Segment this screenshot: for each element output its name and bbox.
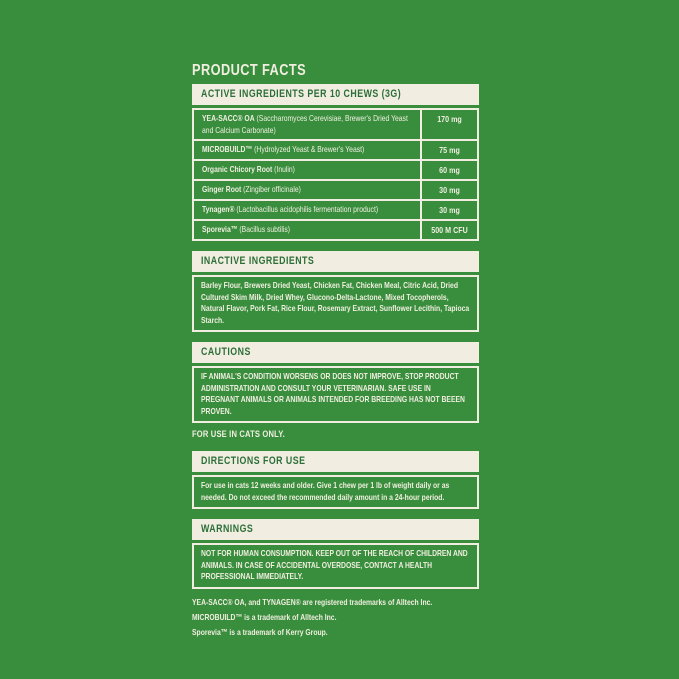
table-row [194, 219, 477, 239]
cautions-header [192, 342, 479, 363]
ingredient-name: Organic Chicory Root [202, 164, 273, 174]
ingredient-name: Tynagen® [202, 204, 235, 214]
trademark-line [192, 625, 479, 640]
ingredient-name: Ginger Root [202, 184, 242, 194]
inactive-ingredients-text: Barley Flour, Brewers Dried Yeast, Chicken Fat, Chicken Meal, Citric Acid, Dried Cultured Skim Milk, Dried Whey, Glucono-Delta-Lactone, Mixed Tocopherols, Natural Flavor, Pork Fat, Rice Flour, Rosemary Extract, Sunflower Lecithin, Tapioca Starch. [201, 280, 470, 325]
directions-header-label: DIRECTIONS FOR USE [201, 455, 306, 467]
ingredient-detail: (Inulin) [272, 164, 295, 174]
ingredient-detail: (Lactobacillus acidophilis fermentation product) [234, 204, 379, 214]
cats-only-note-text: FOR USE IN CATS ONLY. [192, 429, 285, 440]
product-facts-label [192, 62, 479, 640]
ingredient-amount-cell [420, 181, 477, 199]
cautions-header-label: CAUTIONS [201, 346, 251, 358]
ingredient-amount: 170 mg [437, 114, 462, 124]
table-row [194, 159, 477, 179]
cautions-text: IF ANIMAL'S CONDITION WORSENS OR DOES NOT IMPROVE, STOP PRODUCT ADMINISTRATION AND CONSULT YOUR VETERINARIAN. SAFE USE IN PREGNANT ANIMALS OR ANIMALS INTENDED FOR BREEDING HAS NOT BEEEN PROVEN. [201, 371, 465, 416]
ingredient-amount-cell [420, 141, 477, 159]
table-row [194, 139, 477, 159]
ingredient-name-cell [194, 201, 420, 219]
inactive-ingredients-box [192, 275, 479, 332]
warnings-header [192, 519, 479, 540]
warnings-box [192, 543, 479, 589]
ingredient-amount: 75 mg [439, 145, 460, 155]
active-ingredients-header [192, 84, 479, 105]
warnings-text: NOT FOR HUMAN CONSUMPTION. KEEP OUT OF THE REACH OF CHILDREN AND ANIMALS. IN CASE OF ACCIDENTAL OVERDOSE, CONTACT A HEALTH PROFESSIONAL IMMEDIATELY. [201, 548, 468, 581]
table-row [194, 179, 477, 199]
ingredient-name-cell [194, 181, 420, 199]
directions-text: For use in cats 12 weeks and older. Give 1 chew per 1 lb of weight daily or as needed. Do not exceed the recommended daily amount in a 24-hour period. [201, 480, 450, 502]
table-row [194, 199, 477, 219]
cats-only-note [192, 429, 479, 441]
table-row [194, 110, 477, 139]
trademark-line-text: MICROBUILD™ is a trademark of Alltech Inc. [192, 611, 337, 622]
active-ingredients-table [192, 108, 479, 241]
ingredient-amount: 60 mg [439, 165, 460, 175]
inactive-ingredients-header [192, 251, 479, 272]
ingredient-name-cell [194, 141, 420, 159]
ingredient-name-cell [194, 110, 420, 139]
ingredient-amount: 30 mg [439, 185, 460, 195]
ingredient-detail: (Bacillus subtilis) [237, 224, 291, 234]
ingredient-detail: (Hydrolyzed Yeast & Brewer's Yeast) [252, 144, 365, 154]
cautions-box [192, 366, 479, 423]
ingredient-name: YEA-SACC® OA [202, 113, 255, 123]
trademark-line-text: Sporevia™ is a trademark of Kerry Group. [192, 626, 328, 637]
trademark-line-text: YEA-SACC® OA, and TYNAGEN® are registered trademarks of Alltech Inc. [192, 596, 433, 607]
ingredient-name: MICROBUILD™ [202, 144, 253, 154]
trademark-footer [192, 595, 479, 640]
ingredient-name-cell [194, 161, 420, 179]
ingredient-detail: (Saccharomyces Cerevisiae, Brewer's Dried Yeast and Calcium Carbonate) [202, 113, 408, 135]
active-ingredients-header-label: ACTIVE INGREDIENTS PER 10 CHEWS (3G) [201, 88, 402, 100]
warnings-header-label: WARNINGS [201, 523, 254, 535]
ingredient-amount-cell [420, 221, 477, 239]
ingredient-amount: 30 mg [439, 205, 460, 215]
page-title [192, 62, 479, 80]
directions-box [192, 475, 479, 509]
ingredient-amount-cell [420, 201, 477, 219]
inactive-ingredients-header-label: INACTIVE INGREDIENTS [201, 255, 315, 267]
directions-header [192, 451, 479, 472]
page-title-text: PRODUCT FACTS [192, 62, 306, 79]
ingredient-amount-cell [420, 110, 477, 139]
ingredient-detail: (Zingiber officinale) [241, 184, 301, 194]
ingredient-amount: 500 M CFU [431, 225, 468, 235]
ingredient-amount-cell [420, 161, 477, 179]
trademark-line [192, 595, 479, 610]
trademark-line [192, 610, 479, 625]
ingredient-name: Sporevia™ [202, 224, 238, 234]
ingredient-name-cell [194, 221, 420, 239]
